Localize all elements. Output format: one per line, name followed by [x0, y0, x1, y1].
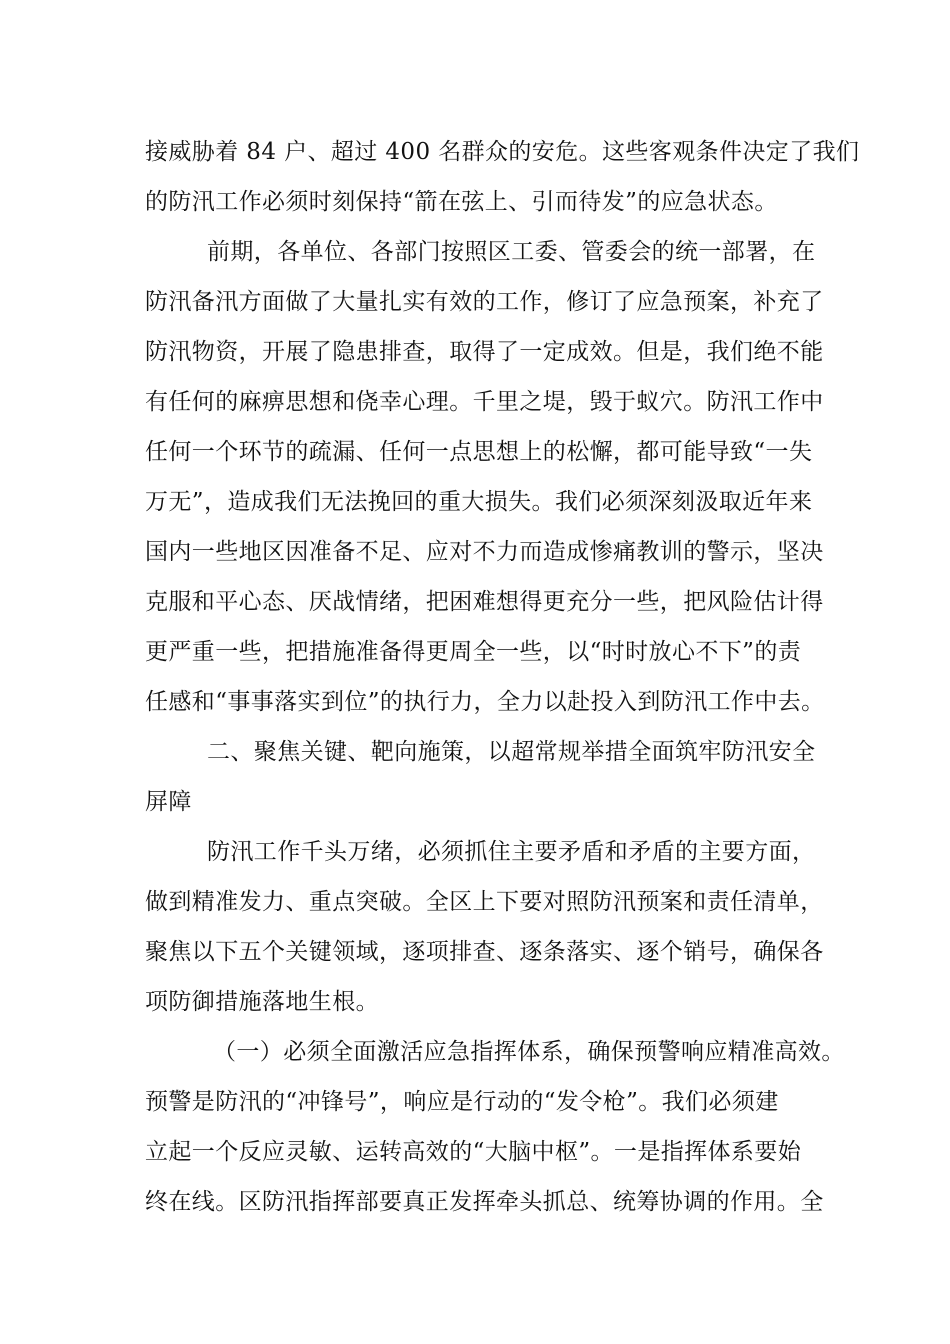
text-line: 万无”，造成我们无法挽回的重大损失。我们必须深刻汲取近年来 — [145, 489, 813, 515]
text-line: 终在线。区防汛指挥部要真正发挥牵头抓总、统筹协调的作用。全 — [145, 1189, 824, 1215]
paragraph-start: 防汛工作千头万绪，必须抓住主要矛盾和矛盾的主要方面， — [207, 839, 816, 865]
text-line: 有任何的麻痹思想和侥幸心理。千里之堤，毁于蚁穴。防汛工作中 — [145, 389, 824, 415]
text-line: 预警是防汛的“冲锋号”，响应是行动的“发令枪”。我们必须建 — [145, 1089, 779, 1115]
paragraph-start: 前期，各单位、各部门按照区工委、管委会的统一部署，在 — [207, 239, 816, 265]
text-line: 项防御措施落地生根。 — [145, 989, 379, 1015]
text-line: 聚焦以下五个关键领域，逐项排查、逐条落实、逐个销号，确保各 — [145, 939, 824, 965]
document-body — [145, 127, 860, 1227]
text-line: 做到精准发力、重点突破。全区上下要对照防汛预案和责任清单， — [145, 889, 824, 915]
text-line: 防汛物资，开展了隐患排查，取得了一定成效。但是，我们绝不能 — [145, 339, 824, 365]
text-line: 克服和平心态、厌战情绪，把困难想得更充分一些，把风险估计得 — [145, 589, 824, 615]
section-heading-continuation: 屏障 — [145, 789, 192, 815]
text-line: 立起一个反应灵敏、运转高效的“大脑中枢”。一是指挥体系要始 — [145, 1139, 802, 1165]
text-line: 防汛备汛方面做了大量扎实有效的工作，修订了应急预案，补充了 — [145, 289, 824, 315]
text-line: 任感和“事事落实到位”的执行力，全力以赴投入到防汛工作中去。 — [145, 689, 825, 715]
text-line: 任何一个环节的疏漏、任何一点思想上的松懈，都可能导致“一失 — [145, 439, 813, 465]
section-heading: 二、聚焦关键、靶向施策，以超常规举措全面筑牢防汛安全 — [207, 739, 816, 765]
text-line: 更严重一些，把措施准备得更周全一些，以“时时放心不下”的责 — [145, 639, 802, 665]
subsection-heading: （一）必须全面激活应急指挥体系，确保预警响应精准高效。 — [213, 1039, 845, 1065]
text-line: 的防汛工作必须时刻保持“箭在弦上、引而待发”的应急状态。 — [145, 189, 778, 215]
text-line: 国内一些地区因准备不足、应对不力而造成惨痛教训的警示，坚决 — [145, 539, 824, 565]
text-line: 接威胁着 84 户、超过 400 名群众的安危。这些客观条件决定了我们 — [145, 139, 860, 165]
